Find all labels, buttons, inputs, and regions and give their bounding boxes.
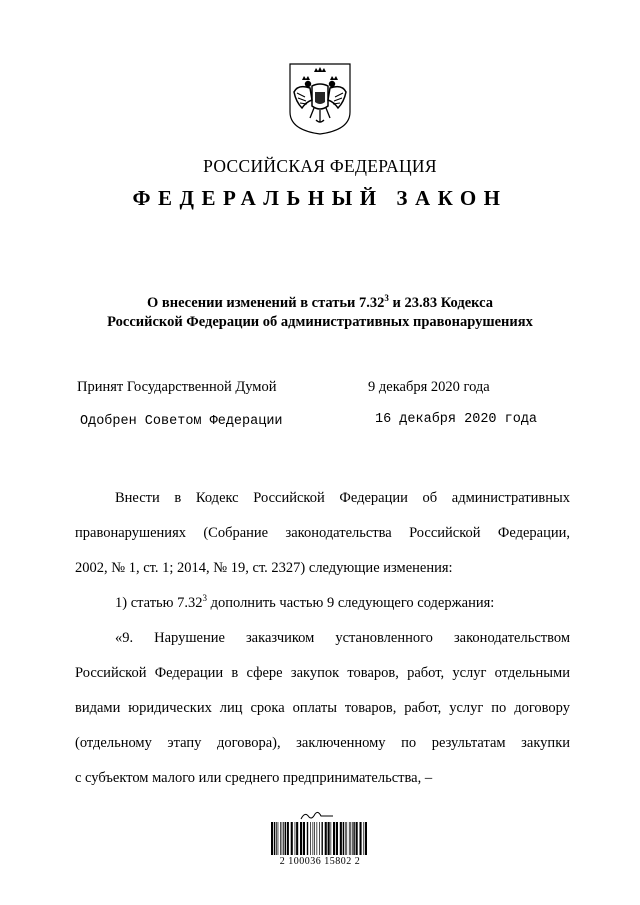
barcode-bar <box>295 822 296 855</box>
country-heading: РОССИЙСКАЯ ФЕДЕРАЦИЯ <box>203 156 437 176</box>
barcode-bar <box>285 822 286 855</box>
signature-mark <box>299 808 339 822</box>
duma-adoption-label: Принят Государственной Думой <box>77 379 277 395</box>
coat-of-arms-emblem <box>288 62 352 136</box>
barcode-bar <box>313 822 314 855</box>
barcode-bar <box>336 822 338 855</box>
barcode-bar <box>300 822 302 855</box>
barcode-bar <box>363 822 364 855</box>
barcode-bars <box>271 822 367 855</box>
barcode-bar <box>307 822 308 855</box>
barcode-bar <box>360 822 362 855</box>
barcode-bar <box>274 822 275 855</box>
barcode-bar <box>352 822 353 855</box>
barcode-bar <box>325 822 327 855</box>
barcode-bar <box>291 822 293 855</box>
barcode-bar <box>310 822 311 855</box>
barcode-bar <box>278 822 279 855</box>
paragraph-1-line-3: 2002, № 1, ст. 1; 2014, № 19, ст. 2327) следующие изменения: <box>75 560 453 576</box>
barcode-bar <box>331 822 332 855</box>
law-subject-line-2: Российской Федерации об административных правонарушениях <box>107 314 533 330</box>
barcode-bar <box>317 822 318 855</box>
barcode-bar <box>276 822 277 855</box>
law-type-heading: ФЕДЕРАЛЬНЫЙ ЗАКОН <box>132 186 508 210</box>
law-subject-line-1: О внесении изменений в статьи 7.32$^3$ и 23.83 Кодекса <box>146 293 494 311</box>
council-approval-date: 16 декабря 2020 года <box>375 412 538 427</box>
barcode-bar <box>319 822 320 855</box>
paragraph-1-line-1: Внести в Кодекс Российской Федерации об административных <box>115 490 570 506</box>
barcode-bar <box>333 822 335 855</box>
barcode-bar <box>349 822 350 855</box>
barcode-bar <box>328 822 330 855</box>
council-approval-label: Одобрен Советом Федерации <box>80 414 283 429</box>
duma-adoption-date: 9 декабря 2020 года <box>368 379 490 395</box>
list-item-1: 1) статью 7.32$^3$ дополнить частью 9 следующего содержания: <box>115 593 495 611</box>
barcode-bar <box>340 822 342 855</box>
quote-line-4: (отдельному этапу договора), заключенному по результатам закупки <box>75 735 570 751</box>
quote-line-3: видами юридических лиц срока оплаты товаров, работ, услуг по договору <box>75 700 570 716</box>
quote-line-2: Российской Федерации в сфере закупок товаров, работ, услуг отдельными <box>75 665 570 681</box>
barcode-bar <box>322 822 323 855</box>
barcode-bar <box>280 822 281 855</box>
barcode-bar <box>283 822 284 855</box>
barcode-bar <box>287 822 289 855</box>
barcode-bar <box>343 822 344 855</box>
barcode-bar <box>353 822 354 855</box>
barcode-bar <box>271 822 273 855</box>
barcode-number: 2 100036 15802 2 <box>279 856 361 867</box>
barcode-bar <box>356 822 358 855</box>
barcode-bar <box>365 822 367 855</box>
paragraph-1-line-2: правонарушениях (Собрание законодательства Российской Федерации, <box>75 525 570 541</box>
quote-line-1: «9. Нарушение заказчиком установленного законодательством <box>115 630 570 646</box>
barcode-bar <box>350 822 351 855</box>
barcode-bar <box>303 822 305 855</box>
barcode-bar <box>314 822 315 855</box>
barcode-bar <box>345 822 346 855</box>
barcode-bar <box>282 822 283 855</box>
barcode-bar <box>296 822 298 855</box>
barcode-bar <box>346 822 347 855</box>
quote-line-5: с субъектом малого или среднего предпринимательства, – <box>75 770 433 786</box>
